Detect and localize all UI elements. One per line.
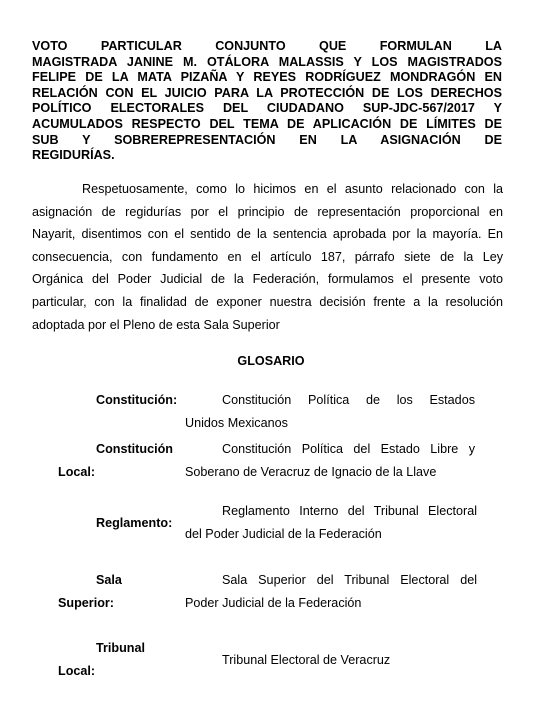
document-title	[32, 39, 502, 164]
title-line: POLÍTICO ELECTORALES DEL CIUDADANO SUP-JDC-567/2017 Y	[32, 101, 502, 116]
title-line: SUB Y SOBREREPRESENTACIÓN EN LA ASIGNACIÓN DE	[32, 132, 502, 147]
paragraph-line: Orgánica del Poder Judicial de la Federación, formulamos el presente voto	[32, 272, 503, 287]
title-line: ACUMULADOS RESPECTO DEL TEMA DE APLICACIÓN DE LÍMITES DE	[32, 116, 502, 131]
glossary-term-sala-superior: Sala	[96, 573, 122, 587]
paragraph-line: particular, con la finalidad de exponer nuestra decisión frente a la resolución	[32, 294, 503, 309]
intro-paragraph	[32, 178, 503, 336]
glossary-term-constitucion: Constitución:	[96, 393, 178, 407]
title-line: FELIPE DE LA MATA PIZAÑA Y REYES RODRÍGUEZ MONDRAGÓN EN	[32, 70, 502, 85]
glossary-definition-line: Reglamento Interno del Tribunal Electoral	[222, 504, 477, 518]
title-line: REGIDURÍAS.	[32, 148, 115, 163]
title-line: VOTO PARTICULAR CONJUNTO QUE FORMULAN LA	[32, 39, 502, 53]
glossary-term-constitucion-local-suffix: Local:	[58, 465, 96, 479]
glossary-definition-line: Constitución Política del Estado Libre y	[222, 442, 475, 456]
title-line: MAGISTRADA JANINE M. OTÁLORA MALASSIS Y LOS MAGISTRADOS	[32, 54, 502, 69]
glossary-term-tribunal-local: Tribunal	[96, 641, 145, 655]
glossary-definition-line: Poder Judicial de la Federación	[185, 596, 362, 610]
glossary-definition-line: Constitución Política de los Estados	[222, 393, 475, 407]
glossary-definition-line: del Poder Judicial de la Federación	[185, 527, 382, 541]
glossary-term-sala-superior-suffix: Superior:	[58, 596, 114, 610]
glossary-definition-line: Unidos Mexicanos	[185, 416, 288, 430]
glossary-term-reglamento: Reglamento:	[96, 516, 173, 530]
paragraph-line: consecuencia, con fundamento en el artículo 187, párrafo siete de la Ley	[32, 249, 503, 264]
paragraph-line: adoptada por el Pleno de esta Sala Superior	[32, 317, 280, 332]
glossary-definition-line: Sala Superior del Tribunal Electoral del	[222, 573, 477, 587]
glossary-definition-line: Soberano de Veracruz de Ignacio de la Llave	[185, 465, 437, 479]
glossary-term-constitucion-local: Constitución	[96, 442, 173, 456]
paragraph-line: Respetuosamente, como lo hicimos en el asunto relacionado con la	[32, 182, 503, 196]
glossary-term-tribunal-local-suffix: Local:	[58, 664, 96, 678]
title-line: RELACIÓN CON EL JUICIO PARA LA PROTECCIÓN DE LOS DERECHOS	[32, 85, 502, 100]
paragraph-line: Nayarit, disentimos con el sentido de la sentencia aprobada por la mayoría. En	[32, 227, 503, 242]
glossary-definition-line: Tribunal Electoral de Veracruz	[222, 653, 391, 667]
paragraph-line: asignación de regidurías por el principio de representación proporcional en	[32, 204, 503, 219]
glossary-heading: GLOSARIO	[237, 354, 305, 368]
